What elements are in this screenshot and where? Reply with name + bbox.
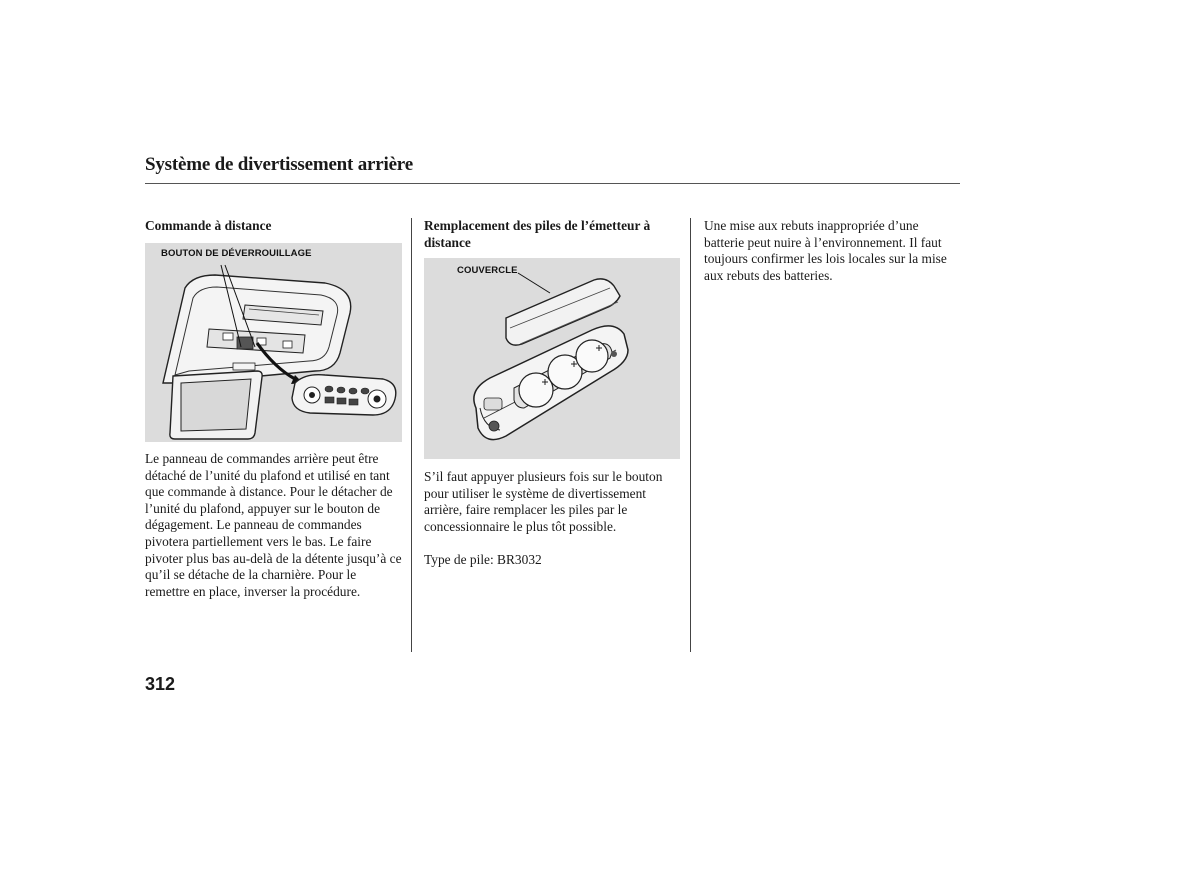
ceiling-unit-illustration xyxy=(145,243,402,442)
remote-control-body xyxy=(145,451,403,600)
title-divider xyxy=(145,183,960,184)
battery-replacement-paragraph: S’il faut appuyer plusieurs fois sur le bouton pour utiliser le système de divertissement arrière, faire remplacer les piles par le concessionnaire le plus tôt possible. xyxy=(424,469,663,534)
remote-control-paragraph: Le panneau de commandes arrière peut être détaché de l’unité du plafond et utilisé en tant que commande à distance. Pour le détacher de l’unité du plafond, appuyer sur le bouton de dégagement. Le panneau de commandes pivotera partiellement vers le bas. Le faire pivoter plus bas au-delà de la détente jusqu’à ce qu’il se détache de la charnière. Pour le remettre en place, inverser la procédure. xyxy=(145,451,402,599)
release-button-label: BOUTON DE DÉVERROUILLAGE xyxy=(161,248,312,259)
ceiling-unit-figure xyxy=(145,243,402,442)
column-divider-1 xyxy=(411,218,412,652)
column-disposal-warning xyxy=(704,218,960,284)
battery-replacement-heading: Remplacement des piles de l’émetteur à distance xyxy=(424,218,651,250)
remote-control-heading: Commande à distance xyxy=(145,218,272,233)
remote-battery-figure xyxy=(424,258,680,459)
page-number: 312 xyxy=(145,674,176,694)
column-battery-replacement xyxy=(424,218,680,251)
section-title: Système de divertissement arrière xyxy=(145,154,413,175)
remote-battery-illustration xyxy=(424,258,680,459)
column-remote-control xyxy=(145,218,403,235)
battery-replacement-body xyxy=(424,469,680,569)
cover-label: COUVERCLE xyxy=(457,265,518,276)
disposal-paragraph: Une mise aux rebuts inappropriée d’une batterie peut nuire à l’environnement. Il faut toujours confirmer les lois locales sur la mise aux rebuts des batteries. xyxy=(704,218,947,283)
column-divider-2 xyxy=(690,218,691,652)
battery-type: Type de pile: BR3032 xyxy=(424,551,542,567)
